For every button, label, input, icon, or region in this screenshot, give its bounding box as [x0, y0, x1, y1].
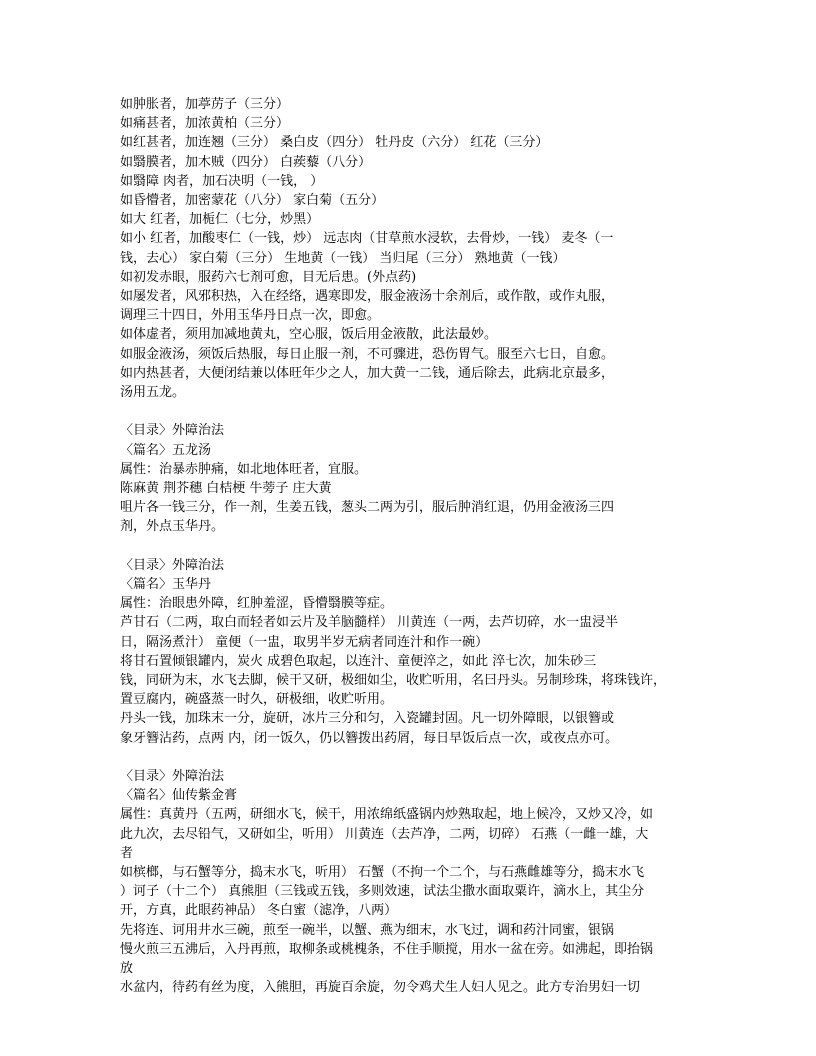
text-line: 水盆内，待药有丝为度，入熊胆，再旋百余旋，勿令鸡犬生人妇人见之。此方专治男妇一切	[120, 980, 641, 996]
text-line: 此九次，去尽铅气，又研如尘，听用） 川黄连（去芦净，二两，切碎） 石燕（一雌一雄，大	[120, 826, 649, 842]
section-title: 〈篇名〉五龙汤	[120, 442, 212, 458]
text-line: 如服金液汤，须饭后热服，每日止服一剂，不可骤进，恐伤胃气。服至六七日，自愈。	[120, 346, 615, 362]
text-line: 如痛甚者，加浓黄柏（三分）	[120, 116, 290, 132]
blank-line	[120, 537, 700, 556]
section-title: 〈篇名〉玉华丹	[120, 577, 212, 593]
text-line: 如小 红者，加酸枣仁（一钱，炒） 远志肉（甘草煎水浸软，去骨炒，一钱） 麦冬（一	[120, 231, 614, 247]
section-xianchuan-zijingao	[120, 767, 700, 997]
section-title: 〈篇名〉仙传紫金膏	[120, 788, 238, 804]
text-line: 属性：治眼患外障，红肿羞涩，昏懵翳膜等症。	[120, 596, 394, 612]
catalog-heading: 〈目录〉外障治法	[120, 769, 225, 785]
intro-block	[120, 95, 700, 402]
text-line: 丹头一钱，加珠末一分，旋研，冰片三分和匀，入瓷罐封固。凡一切外障眼，以银簪或	[120, 711, 615, 727]
text-line: 如翳障 肉者，加石决明（一钱， ）	[120, 173, 324, 189]
text-line: 者	[120, 845, 134, 861]
text-line: 如肿胀者，加葶苈子（三分）	[120, 97, 290, 112]
text-line: 属性：真黄丹（五两，研细水飞，候干，用浓绵纸盛锅内炒熟取起，地上候冷，又炒又冷，如	[120, 807, 654, 823]
text-line: 将甘石置倾银罐内，炭火 成碧色取起，以连汁、童便淬之，如此 淬七次，加朱砂三	[120, 653, 597, 669]
text-line: 芦甘石（二两，取白而轻者如云片及羊脑髓样） 川黄连（一两，去芦切碎，水一盅浸半	[120, 615, 619, 631]
text-line: 如内热甚者，大便闭结兼以体旺年少之人，加大黄一二钱，通后除去，此病北京最多，	[120, 365, 615, 381]
text-line: 放	[120, 961, 134, 977]
text-line: 如昏懵者，加密蒙花（八分） 家白菊（五分）	[120, 193, 385, 209]
text-line: 如屡发者，风邪积热，入在经络，遇寒即发，服金液汤十余剂后，或作散，或作丸服，	[120, 289, 615, 305]
text-line: 日，隔汤煮汁） 童便（一盅，取男半岁无病者同连汁和作一碗）	[120, 634, 489, 650]
text-line: 咀片各一钱三分，作一剂，生姜五钱，葱头二两为引，服后肿消红退，仍用金液汤三四	[120, 500, 615, 516]
blank-line	[120, 748, 700, 767]
text-line: ）诃子（十二个） 真熊胆（三钱或五钱，多则效速，试法尘撒水面取粟许，滴水上，其尘分	[120, 884, 645, 900]
text-line: 如初发赤眼，服药六七剂可愈，目无后患。(外点药)	[120, 269, 417, 285]
catalog-heading: 〈目录〉外障治法	[120, 557, 225, 573]
text-line: 如翳膜者，加木贼（四分） 白蒺藜（八分）	[120, 154, 372, 170]
text-line: 属性：治暴赤肿痛，如北地体旺者，宜服。	[120, 461, 368, 477]
section-wulongtang	[120, 421, 700, 536]
text-line: 象牙簪沾药，点两 内，闭一饭久，仍以簪拨出药屑，每日早饭后点一次，或夜点亦可。	[120, 730, 619, 746]
text-line: 剂，外点玉华丹。	[120, 519, 225, 535]
text-line: 汤用五龙。	[120, 385, 186, 401]
document-page	[120, 95, 700, 998]
text-line: 开，方真，此眼药神品） 冬白蜜（滤净，八两）	[120, 903, 398, 919]
text-line: 如红甚者，加连翘（三分） 桑白皮（四分） 牡丹皮（六分） 红花（三分）	[120, 135, 549, 151]
text-line: 陈麻黄 荆芥穗 白桔梗 牛蒡子 庄大黄	[120, 481, 332, 497]
text-line: 钱，去心） 家白菊（三分） 生地黄（一钱） 当归尾（三分） 熟地黄（一钱）	[120, 250, 566, 266]
text-line: 钱，同研为末，水飞去脚，候干又研，极细如尘，收贮听用，名曰丹头。另制珍珠，将珠钱许，	[120, 673, 667, 689]
text-line: 如体虚者，须用加减地黄丸，空心服，饭后用金液散，此法最妙。	[120, 327, 498, 343]
text-line: 调理三十四日，外用玉华丹日点一次，即愈。	[120, 308, 381, 324]
text-line: 如大 红者，加栀仁（七分，炒黑）	[120, 212, 320, 228]
text-line: 如槟榔，与石蟹等分，捣末水飞，听用） 石蟹（不拘一个二个，与石燕雌雄等分，捣末水飞	[120, 865, 645, 881]
section-yuhuadan	[120, 556, 700, 748]
text-line: 先将连、诃用井水三碗，煎至一碗半，以蟹、燕为细末，水飞过，调和药汁同蜜，银锅	[120, 922, 615, 938]
text-line: 置豆腐内，碗盛蒸一时久，研极细，收贮听用。	[120, 692, 394, 708]
text-line: 慢火煎三五沸后，入丹再煎，取柳条或桃槐条，不住手顺搅，用水一盆在旁。如沸起，即抬锅	[120, 941, 654, 957]
catalog-heading: 〈目录〉外障治法	[120, 423, 225, 439]
blank-line	[120, 402, 700, 421]
